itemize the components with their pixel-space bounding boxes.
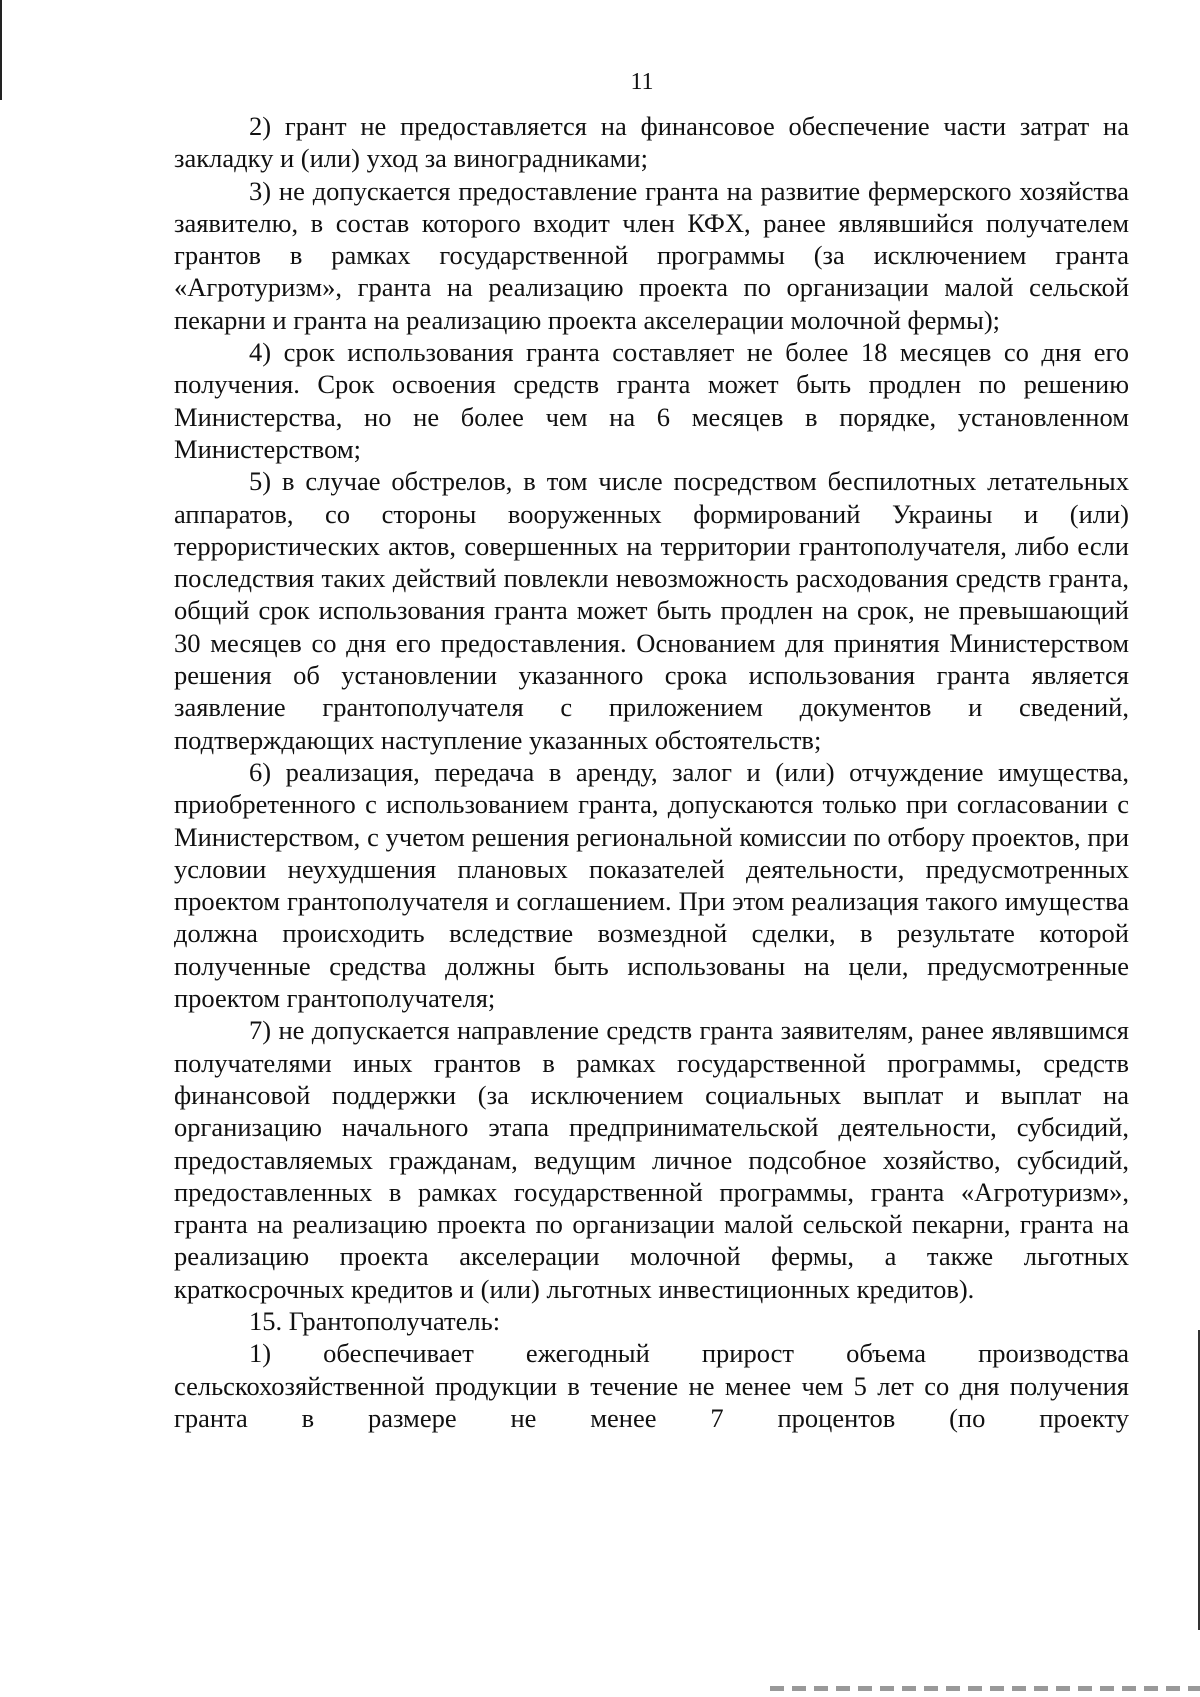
paragraph-item-4: 4) срок использования гранта составляет не более 18 месяцев со дня его получения. Срок освоения средств гранта может быть продлен по решению Министерства, но не более чем на 6 месяцев в порядке, установленном Министерством; [174, 337, 1129, 464]
paragraph-item-2: 2) грант не предоставляется на финансовое обеспечение части затрат на закладку и (или) уход за виноградниками; [174, 111, 1129, 174]
section-heading-15: 15. Грантополучатель: [249, 1305, 501, 1336]
page-number: 11 [630, 69, 654, 95]
paragraph-item-15-1: 1) обеспечивает ежегодный прирост объема производства сельскохозяйственной продукции в течение не менее чем 5 лет со дня получения гранта в размере не менее 7 процентов (по проекту [174, 1338, 1129, 1433]
document-body [174, 110, 1129, 1434]
paragraph-item-6: 6) реализация, передача в аренду, залог и (или) отчуждение имущества, приобретенного с использованием гранта, допускаются только при согласовании с Министерством, с учетом решения региональной комиссии по отбору проектов, при условии неухудшения плановых показателей деятельности, предусмотренных проектом грантополучателя и соглашением. При этом реализация такого имущества должна происходить вследствие возмездной сделки, в результате которой полученные средства должны быть использованы на цели, предусмотренные проектом грантополучателя; [174, 756, 1129, 1014]
paragraph-item-5: 5) в случае обстрелов, в том числе посредством беспилотных летательных аппаратов, со стороны вооруженных формирований Украины и (или) террористических актов, совершенных на территории грантополучателя, либо если последствия таких действий повлекли невозможность расходования средств гранта, общий срок использования гранта может быть продлен на срок, не превышающий 30 месяцев со дня его предоставления. Основанием для принятия Министерством решения об установлении указанного срока использования гранта является заявление грантополучателя с приложением документов и сведений, подтверждающих наступление указанных обстоятельств; [174, 466, 1129, 755]
scan-bottom-marks [770, 1686, 1200, 1691]
paragraph-item-7: 7) не допускается направление средств гранта заявителям, ранее являвшимся получателями иных грантов в рамках государственной программы, средств финансовой поддержки (за исключением социальных выплат и выплат на организацию начального этапа предпринимательской деятельности, субсидий, предоставляемых гражданам, ведущим личное подсобное хозяйство, субсидий, предоставленных в рамках государственной программы, гранта «Агротуризм», гранта на реализацию проекта по организации малой сельской пекарни, гранта на реализацию проекта акселерации молочной фермы, а также льготных краткосрочных кредитов и (или) льготных инвестиционных кредитов). [174, 1015, 1129, 1304]
paragraph-item-3: 3) не допускается предоставление гранта на развитие фермерского хозяйства заявителю, в состав которого входит член КФХ, ранее являвшийся получателем грантов в рамках государственной программы (за исключением гранта «Агротуризм», гранта на реализацию проекта по организации малой сельской пекарни и гранта на реализацию проекта акселерации молочной фермы); [174, 175, 1129, 335]
